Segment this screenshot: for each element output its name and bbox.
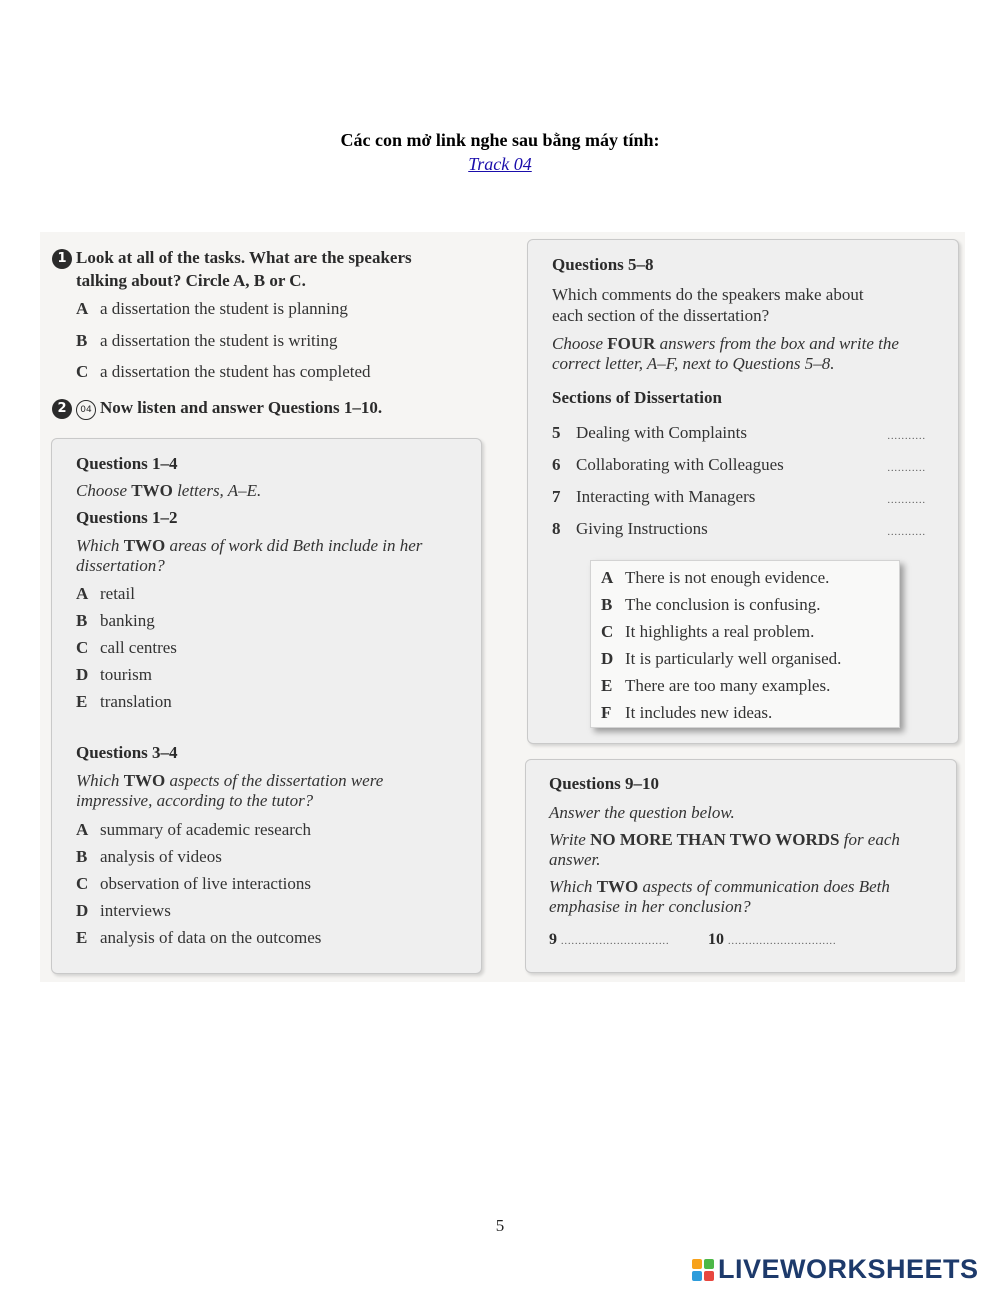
answer-blank-5[interactable]: ........... xyxy=(887,431,926,442)
task-2-prompt xyxy=(52,397,382,420)
q1-2-option-a[interactable]: A retail xyxy=(76,584,135,603)
q3-4-option-b[interactable]: B analysis of videos xyxy=(76,847,222,866)
comments-box xyxy=(590,560,900,728)
questions-9-10-instruction-1: Answer the question below. xyxy=(549,803,735,822)
q3-4-option-e[interactable]: E analysis of data on the outcomes xyxy=(76,928,322,947)
questions-1-2-question-line-2: dissertation? xyxy=(76,556,165,575)
comment-a: A There is not enough evidence. xyxy=(601,568,830,587)
questions-9-10-instruction-2: Write NO MORE THAN TWO WORDS for each xyxy=(549,830,900,849)
section-row-8: 8 Giving Instructions ........... xyxy=(552,518,926,540)
step-number-icon: 1 xyxy=(52,249,72,269)
comment-f: F It includes new ideas. xyxy=(601,703,773,722)
page-number: 5 xyxy=(495,1216,505,1235)
answer-blank-8[interactable]: ........... xyxy=(887,527,926,538)
questions-9-10-instruction-2-line-2: answer. xyxy=(549,850,601,869)
comment-b: B The conclusion is confusing. xyxy=(601,595,821,614)
questions-5-8-heading: Questions 5–8 xyxy=(552,255,654,274)
task-1-option-b[interactable]: B a dissertation the student is writing xyxy=(76,331,338,350)
q3-4-option-c[interactable]: C observation of live interactions xyxy=(76,874,312,893)
questions-1-4-heading: Questions 1–4 xyxy=(76,454,178,473)
audio-track-icon[interactable]: 04 xyxy=(76,400,96,420)
answer-9-blank[interactable]: ............................... xyxy=(561,936,670,947)
q1-2-option-e[interactable]: E translation xyxy=(76,692,172,711)
section-row-6: 6 Collaborating with Colleagues ........... xyxy=(552,454,926,476)
page-header xyxy=(0,128,1000,176)
questions-5-8-instruction-line-2: correct letter, A–F, next to Questions 5–8. xyxy=(552,354,835,373)
comment-d: D It is particularly well organised. xyxy=(601,649,842,668)
task-1-option-a[interactable]: A a dissertation the student is planning xyxy=(76,299,348,318)
questions-1-4-instruction: Choose TWO letters, A–E. xyxy=(76,481,262,500)
section-row-5: 5 Dealing with Complaints ........... xyxy=(552,422,926,444)
answer-10: 10 ............................... xyxy=(708,931,837,948)
step-number-icon: 2 xyxy=(52,399,72,419)
questions-5-8-instruction: Choose FOUR answers from the box and write the xyxy=(552,334,899,353)
logo-text: LIVEWORKSHEETS xyxy=(718,1254,979,1284)
questions-3-4-question: Which TWO aspects of the dissertation were xyxy=(76,771,384,790)
q3-4-option-a[interactable]: A summary of academic research xyxy=(76,820,311,839)
questions-1-2-heading: Questions 1–2 xyxy=(76,508,178,527)
task-1-prompt-line-2: talking about? Circle A, B or C. xyxy=(76,271,306,290)
questions-9-10-heading: Questions 9–10 xyxy=(549,774,660,793)
task-1-prompt xyxy=(52,247,412,269)
liveworksheets-logo xyxy=(692,1254,992,1284)
comment-c: C It highlights a real problem. xyxy=(601,622,815,641)
questions-3-4-heading: Questions 3–4 xyxy=(76,743,178,762)
sections-heading: Sections of Dissertation xyxy=(552,388,722,407)
q3-4-option-d[interactable]: D interviews xyxy=(76,901,171,920)
q1-2-option-c[interactable]: C call centres xyxy=(76,638,177,657)
logo-grid-icon xyxy=(692,1259,714,1281)
answer-blank-6[interactable]: ........... xyxy=(887,463,926,474)
questions-5-8-question: Which comments do the speakers make about xyxy=(552,285,864,304)
comment-e: E There are too many examples. xyxy=(601,676,831,695)
task-1-line-1: Look at all of the tasks. What are the speakers xyxy=(76,248,412,267)
questions-9-10-question-line-2: emphasise in her conclusion? xyxy=(549,897,751,916)
q1-2-option-d[interactable]: D tourism xyxy=(76,665,152,684)
questions-9-10-question: Which TWO aspects of communication does Beth xyxy=(549,877,890,896)
questions-3-4-question-line-2: impressive, according to the tutor? xyxy=(76,791,314,810)
q1-2-option-b[interactable]: B banking xyxy=(76,611,155,630)
task-1-option-c[interactable]: C a dissertation the student has completed xyxy=(76,362,371,381)
task-2-text: Now listen and answer Questions 1–10. xyxy=(100,398,383,417)
answer-9: 9 ............................... xyxy=(549,931,670,948)
questions-5-8-question-line-2: each section of the dissertation? xyxy=(552,306,770,325)
questions-1-2-question: Which TWO areas of work did Beth include in her xyxy=(76,536,423,555)
answer-blank-7[interactable]: ........... xyxy=(887,495,926,506)
header-title: Các con mở link nghe sau bằng máy tính: xyxy=(340,130,660,150)
section-row-7: 7 Interacting with Managers ........... xyxy=(552,486,926,508)
track-link[interactable]: Track 04 xyxy=(468,154,532,174)
answer-10-blank[interactable]: ............................... xyxy=(728,936,837,947)
